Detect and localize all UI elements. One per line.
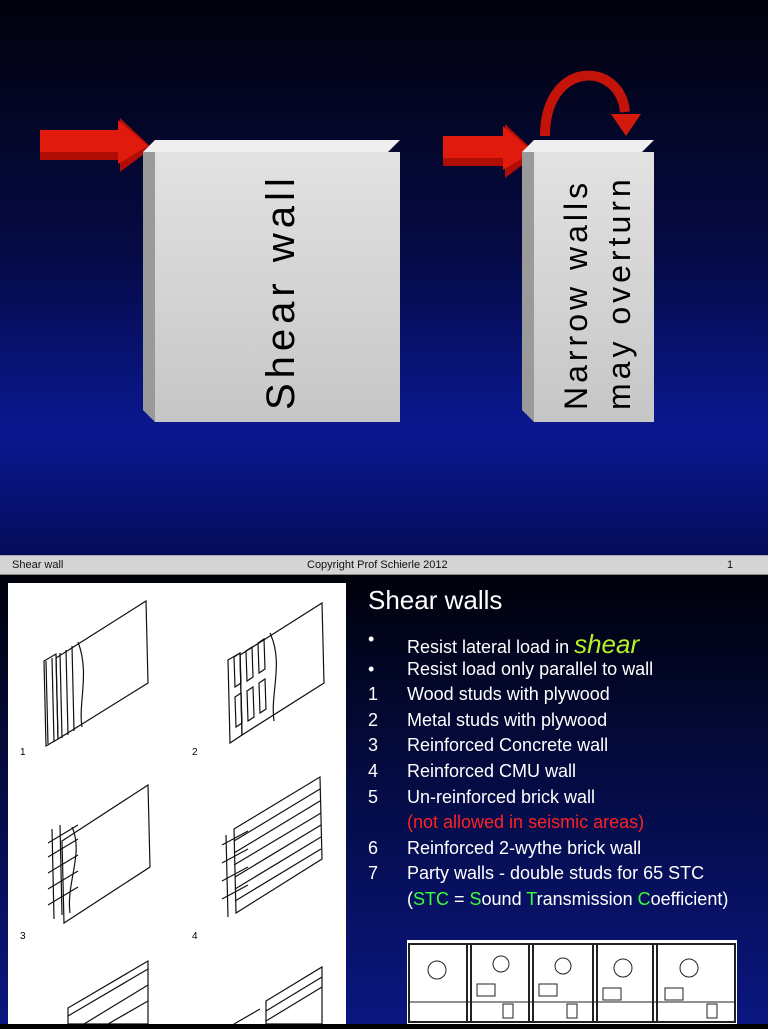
- figure-label: 4: [192, 931, 198, 942]
- narrow-walls-label-line1: Narrow walls: [558, 178, 594, 410]
- figure-label: 1: [20, 747, 26, 758]
- lateral-load-arrow-icon: [40, 118, 152, 172]
- figure-label: 3: [20, 931, 26, 942]
- shear-wall-label: Shear wall: [259, 173, 303, 410]
- two-wythe-brick-wall-figure: [234, 967, 322, 1024]
- shear-highlight: shear: [574, 629, 640, 659]
- slide-title: Shear walls: [368, 585, 503, 615]
- footer-copyright: Copyright Prof Schierle 2012: [307, 559, 448, 571]
- floor-plan-drawing: [407, 940, 737, 1024]
- wood-stud-wall-figure: [44, 601, 148, 746]
- cmu-wall-figure: [222, 777, 322, 917]
- overturn-arrow-icon: [545, 76, 641, 136]
- wall-types-figure: [8, 583, 346, 1024]
- slide-2: 1 2 3 4 Shear walls • Resist lateral load in shear • Resist load only parallel to wall 1 Wood studs with plywood 2 Metal studs with plywood 3 Reinforced Concrete wall 4 Reinforced CMU wall 5 Un-reinforced brick wall (not allowed in seismic areas) 6 Reinforced 2-wythe brick wall 7 Party walls - double studs for 65 STC (STC = Sound Transmission Coefficient): [0, 575, 768, 1024]
- concrete-wall-figure: [48, 785, 150, 923]
- footer-slide-title: Shear wall: [12, 559, 64, 571]
- narrow-walls-label-line2: may overturn: [601, 175, 637, 410]
- party-wall-floor-plan: [407, 940, 737, 1024]
- footer-page-number: 1: [727, 559, 734, 571]
- slide-footer: [0, 555, 768, 575]
- figure-label: 2: [192, 747, 198, 758]
- brick-wall-figure: [68, 961, 148, 1024]
- bullet-icon: •: [368, 629, 375, 649]
- wall-types-drawing: [8, 583, 346, 1024]
- metal-stud-wall-figure: [228, 603, 324, 743]
- bullet-icon: •: [368, 659, 375, 679]
